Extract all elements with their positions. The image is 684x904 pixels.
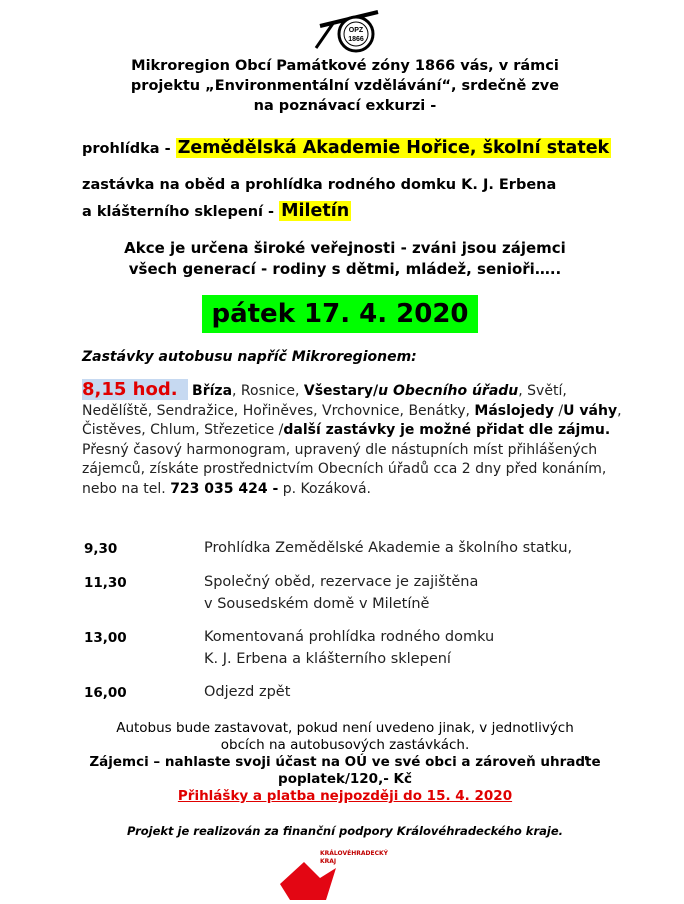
stop-maslojedy: Máslojedy (474, 402, 554, 419)
stop-maslojedy-detail: U váhy (563, 402, 618, 419)
logo-text-bottom: 1866 (348, 36, 364, 43)
schedule-2-line-2: v Sousedském domě v Miletíně (204, 596, 430, 612)
footer-line-1: Autobus bude zastavovat, pokud není uvedeno jinak, v jednotlivých (116, 720, 574, 736)
schedule-time-2: 11,30 (84, 575, 127, 591)
visit-2-prefix: a klášterního sklepení - (82, 204, 275, 220)
registration-deadline: Přihlášky a platba nejpozději do 15. 4. 2020 (177, 788, 513, 804)
intro-line-2: projektu „Environmentální vzdělávání“, srdečně zve (130, 78, 560, 94)
footer-line-3: Zájemci – nahlaste svoji účast na OÚ ve své obci a zároveň uhraďte (89, 754, 601, 770)
audience-line-2: všech generací - rodiny s dětmi, mládež, senioři….. (128, 260, 562, 278)
visit-2-place: Miletín (281, 201, 350, 221)
schedule-3-line-1: Komentovaná prohlídka rodného domku (204, 629, 495, 645)
footer-line-2: obcích na autobusových zastávkách. (220, 737, 470, 753)
footer-line-4: poplatek/120,- Kč (278, 771, 412, 787)
schedule-desc-2 (204, 571, 478, 615)
stops-text-2: , Světí, Nedělíště, Sendražice, Hořiněves, Vrchovnice, Benátky, (82, 383, 567, 419)
logo-text-top: OPZ (348, 27, 364, 34)
visit-1-prefix: prohlídka - (82, 141, 171, 157)
stops-heading: Zastávky autobusu napříč Mikroregionem: (82, 349, 417, 365)
kralovehradecky-kraj-logo (280, 858, 340, 900)
departure-time: 8,15 hod. (82, 379, 188, 400)
stops-text-3: , Čistěves, Chlum, Střezetice / (82, 402, 622, 438)
schedule-2-line-1: Společný oběd, rezervace je zajištěna (204, 574, 479, 590)
stops-paragraph (82, 380, 622, 499)
schedule-1-line-1: Prohlídka Zemědělské Akademie a školního statku, (204, 540, 573, 556)
event-date: pátek 17. 4. 2020 (202, 295, 478, 333)
audience-block (60, 238, 630, 280)
schedule-4-line-1: Odjezd zpět (204, 684, 291, 700)
schedule-time-3: 13,00 (84, 630, 127, 646)
audience-line-1: Akce je určena široké veřejnosti - zváni jsou zájemci (124, 239, 566, 257)
schedule-3-line-2: K. J. Erbena a klášterního sklepení (204, 651, 451, 667)
schedule-desc-4 (204, 681, 290, 703)
intro-block (60, 56, 630, 116)
footer-block (70, 720, 620, 805)
visit-1-place: Zemědělská Akademie Hořice, školní statek (177, 138, 610, 158)
contact-phone: 723 035 424 - (170, 480, 279, 497)
stop-vsestary: Všestary (303, 383, 374, 399)
kraj-line-2: KRAJ (320, 858, 337, 865)
visit-2-line-1: zastávka na oběd a prohlídka rodného domku K. J. Erbena (82, 177, 557, 193)
stops-extra-note: další zastávky je možné přidat dle zájmu. (283, 422, 611, 438)
schedule-time-1: 9,30 (84, 541, 118, 557)
stops-text-1: , Rosnice, (232, 383, 304, 399)
stops-slash-1: / (373, 383, 379, 399)
stops-slash-2: / (553, 402, 564, 419)
project-funding-note: Projekt je realizován za finanční podpory Královéhradeckého kraje. (127, 824, 563, 838)
contact-name: p. Kozáková. (278, 480, 371, 497)
schedule-desc-1 (204, 537, 572, 559)
intro-line-1: Mikroregion Obcí Památkové zóny 1866 vás, v rámci (131, 58, 559, 74)
visit-2-row (82, 201, 351, 221)
stop-vsestary-detail: u Obecního úřadu (378, 383, 519, 399)
visit-1-row (82, 138, 611, 158)
kraj-line-1: KRÁLOVÉHRADECKÝ (320, 850, 388, 857)
intro-line-3: na poznávací exkurzi - (253, 98, 437, 114)
schedule-desc-3 (204, 626, 494, 670)
stop-briza: Bříza (192, 383, 233, 399)
schedule-info-text: Přesný časový harmonogram, upravený dle nástupních míst přihlášených zájemců, získáte prostřednictvím Obecních úřadů cca 2 dny před konáním, nebo na tel. (82, 441, 607, 497)
opz-1866-logo (312, 4, 384, 54)
schedule-time-4: 16,00 (84, 685, 127, 701)
